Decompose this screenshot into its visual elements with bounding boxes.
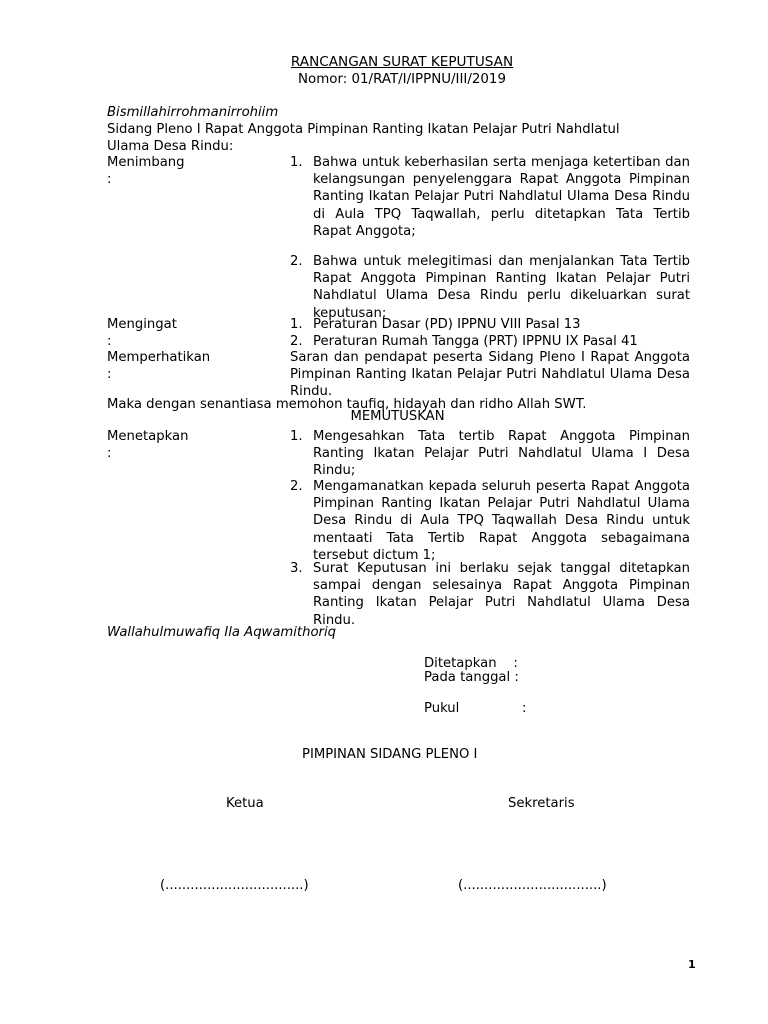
closing-line: Wallahulmuwafiq Ila Aqwamithoriq — [107, 625, 336, 640]
pukul-colon: : — [522, 701, 527, 716]
menetapkan-num-1: 1. — [290, 429, 303, 444]
sekretaris-signature-line: (.................................) — [458, 878, 607, 893]
menetapkan-label: Menetapkan — [107, 429, 189, 444]
opening-line-2: Ulama Desa Rindu: — [107, 139, 234, 154]
page-number: 1 — [688, 958, 696, 971]
pukul-label: Pukul — [424, 701, 460, 716]
menimbang-num-1: 1. — [290, 155, 303, 170]
mengingat-num-1: 1. — [290, 317, 303, 332]
menetapkan-num-3: 3. — [290, 561, 303, 576]
menimbang-num-2: 2. — [290, 254, 303, 269]
menimbang-label: Menimbang — [107, 155, 185, 170]
pimpinan-heading: PIMPINAN SIDANG PLENO I — [302, 747, 478, 762]
pada-tanggal-label: Pada tanggal : — [424, 670, 519, 685]
mengingat-colon: : — [107, 334, 112, 349]
memperhatikan-text: Saran dan pendapat peserta Sidang Pleno I Rapat Anggota Pimpinan Ranting Ikatan Pelajar Putri Nahdlatul Ulama Desa Rindu. — [290, 350, 690, 400]
menetapkan-item-3: Surat Keputusan ini berlaku sejak tanggal ditetapkan sampai dengan selesainya Rapat Anggota Pimpinan Ranting Ikatan Pelajar Putri Nahdlatul Ulama Desa Rindu. — [313, 561, 690, 628]
menimbang-colon: : — [107, 172, 112, 187]
memperhatikan-label: Memperhatikan — [107, 350, 211, 365]
menetapkan-num-2: 2. — [290, 479, 303, 494]
document-title: RANCANGAN SURAT KEPUTUSAN — [290, 54, 514, 70]
opening-line-1: Sidang Pleno I Rapat Anggota Pimpinan Ranting Ikatan Pelajar Putri Nahdlatul — [107, 122, 620, 137]
document-number: Nomor: 01/RAT/I/IPPNU/III/2019 — [298, 72, 506, 87]
menetapkan-item-1: Mengesahkan Tata tertib Rapat Anggota Pimpinan Ranting Ikatan Pelajar Putri Nahdlatul Ulama I Desa Rindu; — [313, 429, 690, 479]
maka-line: Maka dengan senantiasa memohon taufiq, hidayah dan ridho Allah SWT. — [107, 397, 587, 412]
ketua-signature-line: (.................................) — [160, 878, 309, 893]
sekretaris-label: Sekretaris — [508, 796, 575, 811]
mengingat-label: Mengingat — [107, 317, 177, 332]
menetapkan-colon: : — [107, 446, 112, 461]
menimbang-item-1: Bahwa untuk keberhasilan serta menjaga ketertiban dan kelangsungan penyelenggara Rapat Anggota Pimpinan Ranting Ikatan Pelajar Putri Nahdlatul Ulama Desa Rindu di Aula TPQ Taqwallah, perlu ditetapkan Tata Tertib Rapat Anggota; — [313, 155, 690, 239]
ketua-label: Ketua — [226, 796, 264, 811]
memperhatikan-colon: : — [107, 367, 112, 382]
memutuskan-heading: MEMUTUSKAN — [350, 409, 445, 424]
menetapkan-item-2: Mengamanatkan kepada seluruh peserta Rapat Anggota Pimpinan Ranting Ikatan Pelajar Putri Nahdlatul Ulama Desa Rindu di Aula TPQ Taqwallah Desa Rindu untuk mentaati Tata Tertib Rapat Anggota sebagaimana tersebut dictum 1; — [313, 479, 690, 563]
menimbang-item-2: Bahwa untuk melegitimasi dan menjalankan Tata Tertib Rapat Anggota Pimpinan Ranting Ikatan Pelajar Putri Nahdlatul Ulama Desa Rindu perlu dikeluarkan surat keputusan; — [313, 254, 690, 321]
basmalah: Bismillahirrohmanirrohiim — [107, 105, 279, 120]
mengingat-item-1: Peraturan Dasar (PD) IPPNU VIII Pasal 13 — [313, 317, 581, 332]
ditetapkan-label: Ditetapkan : — [424, 656, 518, 671]
mengingat-item-2: Peraturan Rumah Tangga (PRT) IPPNU IX Pasal 41 — [313, 334, 638, 349]
mengingat-num-2: 2. — [290, 334, 303, 349]
